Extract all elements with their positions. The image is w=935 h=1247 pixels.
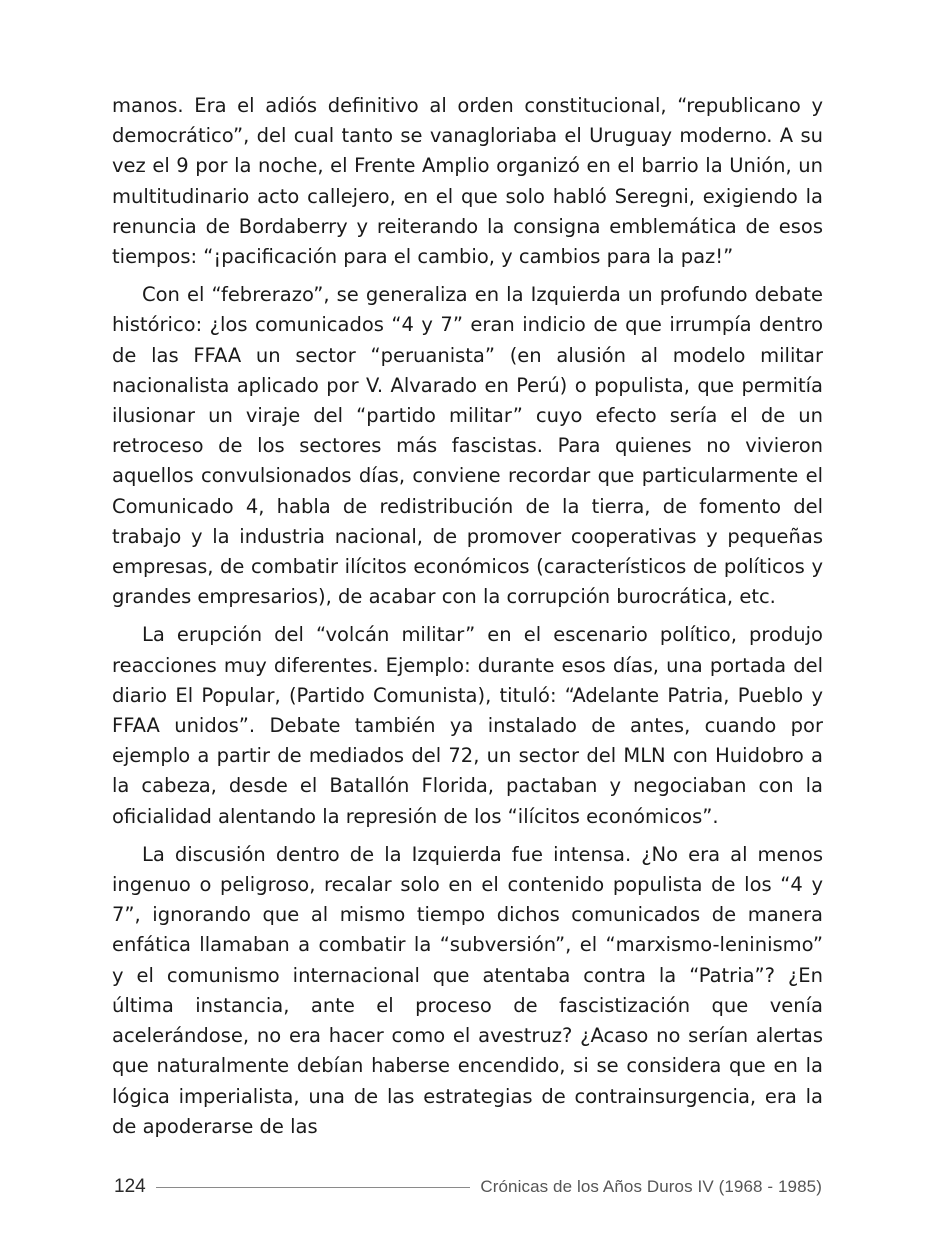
page-footer [114,1172,822,1202]
footer-rule [156,1187,471,1188]
paragraph-1: manos. Era el adiós definitivo al orden constitucional, “republicano y democrático”, del cual tanto se vanagloriaba el Uruguay moderno. A su vez el 9 por la noche, el Frente Amplio organizó en el barrio la Unión, un multitudinario acto callejero, en el que solo habló Seregni, exigiendo la renuncia de Bordaberry y reiterando la consigna emblemática de esos tiempos: “¡pacificación para el cambio, y cambios para la paz!” [112,94,823,269]
paragraph-2: Con el “febrerazo”, se generaliza en la Izquierda un profundo debate histórico: ¿los comunicados “4 y 7” eran indicio de que irrumpía dentro de las FFAA un sector “peruanista” (en alusión al modelo militar nacionalista aplicado por V. Alvarado en Perú) o populista, que permitía ilusionar un viraje del “partido militar” cuyo efecto sería el de un retroceso de los sectores más fascistas. Para quienes no vivieron aquellos convulsionados días, conviene recordar que particularmente el Comunicado 4, habla de redistribución de la tierra, de fomento del trabajo y la industria nacional, de promover cooperativas y pequeñas empresas, de combatir ilícitos económicos (característicos de políticos y grandes empresarios), de acabar con la corrupción burocrática, etc. [112,283,823,609]
paragraph-3: La erupción del “volcán militar” en el escenario político, produjo reacciones muy diferentes. Ejemplo: durante esos días, una portada del diario El Popular, (Partido Comunista), tituló: “Adelante Patria, Pueblo y FFAA unidos”. Debate también ya instalado de antes, cuando por ejemplo a partir de mediados del 72, un sector del MLN con Huidobro a la cabeza, desde el Batallón Florida, pactaban y negociaban con la oficialidad alentando la represión de los “ilícitos económicos”. [112,623,823,828]
paragraph-4: La discusión dentro de la Izquierda fue intensa. ¿No era al menos ingenuo o peligroso, recalar solo en el contenido populista de los “4 y 7”, ignorando que al mismo tiempo dichos comunicados de manera enfática llamaban a combatir la “subversión”, el “marxismo-leninismo” y el comunismo internacional que atentaba contra la “Patria”? ¿En última instancia, ante el proceso de fascistización que venía acelerándose, no era hacer como el avestruz? ¿Acaso no serían alertas que naturalmente debían haberse encendido, si se considera que en la lógica imperialista, una de las estrategias de contrainsurgencia, era la de apoderarse de las [112,842,823,1138]
page-number: 124 [114,1176,146,1197]
body-text [112,91,823,1150]
running-title: Crónicas de los Años Duros IV (1968 - 1985) [480,1177,822,1196]
